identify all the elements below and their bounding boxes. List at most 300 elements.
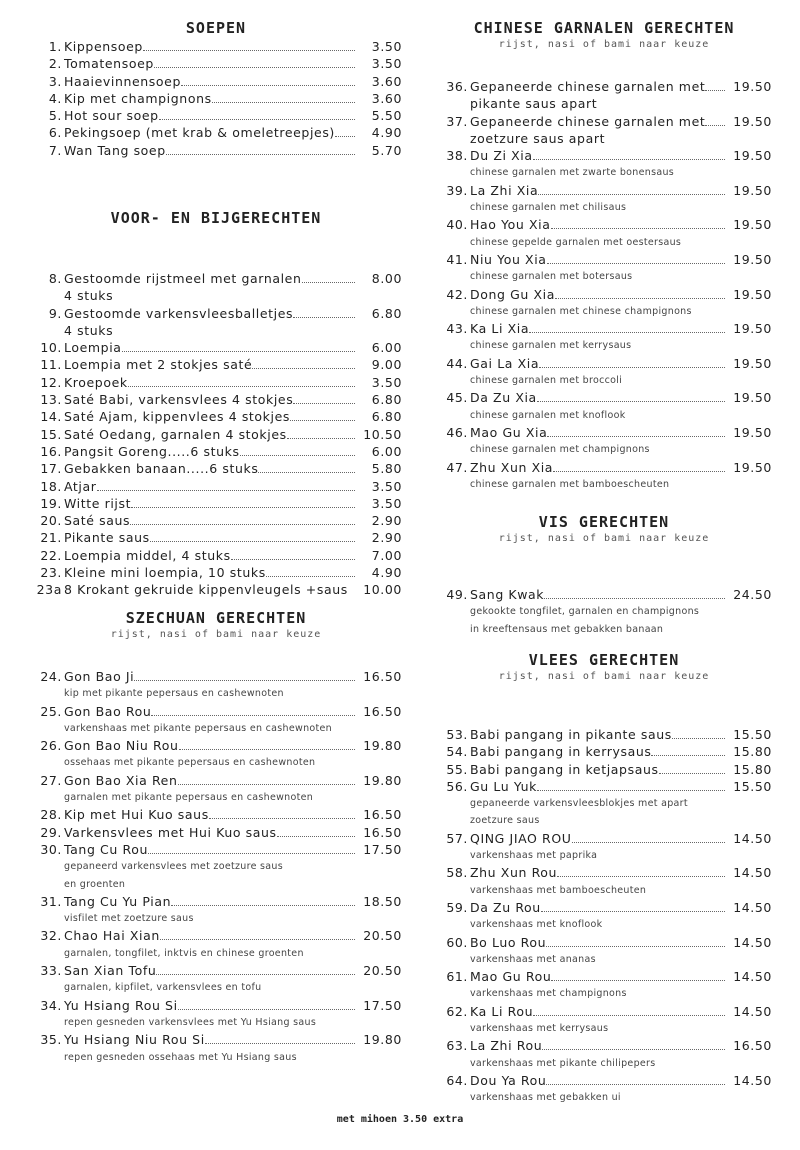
menu-item-line <box>436 459 772 476</box>
menu-item <box>30 927 402 962</box>
item-price: 19.80 <box>363 772 402 788</box>
menu-item-line <box>30 997 402 1014</box>
item-price: 19.50 <box>733 424 772 440</box>
dot-leader <box>546 1084 725 1085</box>
item-number: 57. <box>446 830 468 846</box>
item-price: 14.50 <box>733 865 772 881</box>
item-name-continued: 4 stuks <box>64 322 114 338</box>
menu-item-list <box>30 38 402 159</box>
menu-item <box>436 726 772 743</box>
item-name: Witte rijst <box>64 495 132 511</box>
item-name: Gestoomde varkensvleesballetjes <box>64 305 294 321</box>
dot-leader <box>258 472 355 473</box>
menu-item-line <box>30 270 402 287</box>
item-name: 8 Krokant gekruide kippenvleugels +saus <box>64 582 348 598</box>
item-price: 3.60 <box>371 73 402 89</box>
menu-item <box>30 547 402 564</box>
section-subtitle: rijst, nasi of bami naar keuze <box>110 629 322 640</box>
footer-note: met mihoen 3.50 extra <box>336 1114 464 1125</box>
menu-item-line <box>436 968 772 985</box>
dot-leader <box>148 853 355 854</box>
menu-item-line <box>436 743 772 760</box>
menu-item <box>30 668 402 703</box>
item-description: chinese garnalen met champignons <box>470 444 650 456</box>
section-title: SZECHUAN GERECHTEN <box>125 609 307 627</box>
item-description: chinese garnalen met knoflook <box>470 409 626 421</box>
menu-item <box>30 841 402 893</box>
menu-item <box>30 460 402 477</box>
item-name: Mao Gu Rou <box>470 969 552 985</box>
menu-item <box>30 38 402 55</box>
item-description: chinese garnalen met chinese champignons <box>470 305 692 317</box>
item-price: 3.50 <box>371 39 402 54</box>
section-title: SOEPEN <box>185 19 247 37</box>
dot-leader <box>539 367 725 368</box>
menu-item <box>436 830 772 865</box>
dot-leader <box>651 755 725 756</box>
menu-item <box>436 1003 772 1038</box>
menu-item-line <box>436 761 772 778</box>
item-number: 36. <box>446 79 468 94</box>
menu-item <box>30 391 402 408</box>
item-description-continued: zoetzure saus <box>470 815 540 827</box>
menu-item <box>30 1031 402 1066</box>
item-name: Pekingsoep (met krab & omeletreepjes) <box>64 125 335 141</box>
item-description: varkenshaas met paprika <box>470 850 598 862</box>
item-number: 31. <box>40 893 62 909</box>
dot-leader <box>212 102 355 103</box>
menu-item <box>436 586 772 638</box>
dot-leader <box>178 1009 355 1010</box>
item-number: 19. <box>40 495 62 511</box>
item-number: 5. <box>48 108 62 124</box>
menu-item <box>30 90 402 107</box>
item-number: 43. <box>446 321 468 337</box>
dot-leader <box>555 298 725 299</box>
item-name: Niu You Xia <box>470 251 547 267</box>
dot-leader <box>128 386 355 387</box>
menu-item-line <box>30 107 402 124</box>
menu-item <box>30 806 402 823</box>
item-name: Saté Ajam, kippenvlees 4 stokjes <box>64 409 290 425</box>
menu-item <box>30 962 402 997</box>
menu-item-line <box>30 564 402 581</box>
item-price: 19.50 <box>733 355 772 371</box>
item-price: 19.50 <box>733 251 772 267</box>
menu-item-line <box>436 1003 772 1020</box>
menu-item <box>436 899 772 934</box>
menu-item-line <box>436 251 772 268</box>
section-title: CHINESE GARNALEN GERECHTEN <box>473 19 735 37</box>
item-number: 59. <box>446 899 468 915</box>
item-name: Kleine mini loempia, 10 stuks <box>64 565 266 581</box>
item-price: 16.50 <box>363 807 402 823</box>
item-price: 4.90 <box>371 565 402 581</box>
item-name-continued: zoetzure saus apart <box>470 130 606 146</box>
item-name: Loempia middel, 4 stuks <box>64 547 231 563</box>
item-name: Yu Hsiang Rou Si <box>64 997 178 1013</box>
menu-item <box>30 408 402 425</box>
menu-item-line <box>436 864 772 881</box>
menu-item-line <box>30 478 402 495</box>
item-name: Kroepoek <box>64 374 128 390</box>
menu-item-line <box>30 737 402 754</box>
item-description: varkenshaas met ananas <box>470 953 596 965</box>
dot-leader <box>143 50 355 51</box>
menu-item-line <box>30 703 402 720</box>
dot-leader <box>266 576 355 577</box>
item-name: Mao Gu Xia <box>470 424 548 440</box>
menu-item-line <box>30 806 402 823</box>
item-number: 53. <box>446 727 468 742</box>
item-price: 6.00 <box>371 340 402 356</box>
menu-item-line <box>436 389 772 406</box>
dot-leader <box>533 159 725 160</box>
menu-item <box>30 55 402 72</box>
item-name: Varkensvlees met Hui Kuo saus <box>64 824 277 840</box>
menu-item <box>30 703 402 738</box>
item-description: varkenshaas met pikante pepersaus en cashewnoten <box>64 722 332 734</box>
menu-item-line <box>30 824 402 841</box>
item-name: Gu Lu Yuk <box>470 778 537 794</box>
item-number: 11. <box>40 357 62 373</box>
menu-item <box>30 737 402 772</box>
dot-leader <box>705 90 725 91</box>
item-number: 45. <box>446 390 468 406</box>
item-price: 19.50 <box>733 217 772 233</box>
menu-item-line <box>436 1072 772 1089</box>
menu-item <box>30 997 402 1032</box>
item-number: 23. <box>40 565 62 581</box>
item-description: ossehaas met pikante pepersaus en cashewnoten <box>64 757 316 769</box>
item-description: varkenshaas met bamboescheuten <box>470 884 647 896</box>
dot-leader <box>557 876 725 877</box>
menu-item <box>436 1072 772 1107</box>
item-price: 3.50 <box>371 495 402 511</box>
menu-item <box>436 251 772 286</box>
item-name: Gebakken banaan.....6 stuks <box>64 461 259 477</box>
item-price: 15.50 <box>733 778 772 794</box>
menu-item <box>30 124 402 141</box>
item-number: 13. <box>40 392 62 408</box>
dot-leader <box>537 790 725 791</box>
item-number: 16. <box>40 443 62 459</box>
item-description: garnalen, tongfilet, inktvis en chinese groenten <box>64 947 304 959</box>
menu-item <box>30 893 402 928</box>
item-number: 33. <box>40 963 62 979</box>
item-price: 14.50 <box>733 1072 772 1088</box>
item-price: 6.80 <box>371 305 402 321</box>
menu-item <box>30 305 402 340</box>
dot-leader <box>166 154 355 155</box>
item-number: 12. <box>40 374 62 390</box>
item-name: Gestoomde rijstmeel met garnalen <box>64 271 302 286</box>
item-number: 64. <box>446 1072 468 1088</box>
dot-leader <box>293 317 355 318</box>
menu-item-list <box>436 78 772 493</box>
item-name: Atjar <box>64 478 97 494</box>
item-number: 3. <box>48 73 62 89</box>
menu-item <box>30 478 402 495</box>
dot-leader <box>290 420 355 421</box>
menu-item-line <box>30 374 402 391</box>
menu-item <box>436 864 772 899</box>
dot-leader <box>205 1043 355 1044</box>
item-price: 5.50 <box>371 108 402 124</box>
item-description: varkenshaas met gebakken ui <box>470 1092 621 1104</box>
item-description: kip met pikante pepersaus en cashewnoten <box>64 688 284 700</box>
item-number: 27. <box>40 772 62 788</box>
menu-item-line <box>436 726 772 743</box>
item-name: Gepaneerde chinese garnalen met <box>470 79 706 94</box>
menu-item <box>436 389 772 424</box>
item-description: chinese garnalen met botersaus <box>470 271 633 283</box>
menu-item <box>436 424 772 459</box>
menu-item-line <box>30 391 402 408</box>
section-title: VOOR- EN BIJGERECHTEN <box>110 209 322 227</box>
item-price: 24.50 <box>733 587 772 602</box>
item-price: 15.80 <box>733 744 772 760</box>
menu-item-list <box>436 586 772 638</box>
dot-leader <box>154 67 355 68</box>
menu-item-line <box>30 772 402 789</box>
menu-item <box>436 761 772 778</box>
menu-item-line <box>30 90 402 107</box>
item-name: Tang Cu Rou <box>64 841 148 857</box>
menu-item-line <box>30 73 402 90</box>
dot-leader <box>335 136 355 137</box>
item-price: 19.50 <box>733 113 772 129</box>
item-price: 17.50 <box>363 841 402 857</box>
menu-item-line <box>30 529 402 546</box>
item-number: 40. <box>446 217 468 233</box>
dot-leader <box>209 818 355 819</box>
item-number: 9. <box>48 305 62 321</box>
item-price: 10.00 <box>363 582 402 598</box>
item-number: 15. <box>40 426 62 442</box>
item-price: 5.80 <box>371 461 402 477</box>
item-price: 3.50 <box>371 56 402 72</box>
item-name: Babi pangang in pikante saus <box>470 727 672 742</box>
dot-leader <box>179 749 356 750</box>
item-description: varkenshaas met pikante chilipepers <box>470 1057 656 1069</box>
item-number: 62. <box>446 1003 468 1019</box>
item-price: 19.50 <box>733 286 772 302</box>
item-price: 16.50 <box>363 669 402 684</box>
item-name: Pikante saus <box>64 530 150 546</box>
item-number: 41. <box>446 251 468 267</box>
menu-item-list <box>30 270 402 599</box>
item-number: 49. <box>446 587 468 602</box>
dot-leader <box>160 939 355 940</box>
item-price: 20.50 <box>363 928 402 944</box>
item-number: 55. <box>446 761 468 777</box>
menu-item-line <box>436 424 772 441</box>
item-name: Gon Bao Niu Rou <box>64 738 179 754</box>
item-name: Saté saus <box>64 513 131 529</box>
item-name: Babi pangang in ketjapsaus <box>470 761 659 777</box>
item-number: 42. <box>446 286 468 302</box>
item-name: Gon Bao Ji <box>64 669 135 684</box>
menu-item <box>436 743 772 760</box>
item-number: 1. <box>48 39 62 54</box>
item-name: Ka Li Rou <box>470 1003 534 1019</box>
menu-item <box>436 147 772 182</box>
dot-leader <box>134 680 355 681</box>
menu-item <box>30 443 402 460</box>
item-price: 19.50 <box>733 321 772 337</box>
item-name: Dong Gu Xia <box>470 286 555 302</box>
item-number: 6. <box>48 125 62 141</box>
item-number: 29. <box>40 824 62 840</box>
item-name: Bo Luo Rou <box>470 934 547 950</box>
menu-item <box>30 581 402 598</box>
item-number: 25. <box>40 703 62 719</box>
item-name: Saté Babi, varkensvlees 4 stokjes <box>64 392 294 408</box>
menu-item <box>436 286 772 321</box>
menu-item-line <box>30 927 402 944</box>
menu-item-line <box>30 356 402 373</box>
item-name: San Xian Tofu <box>64 963 157 979</box>
item-number: 60. <box>446 934 468 950</box>
dot-leader <box>553 471 725 472</box>
menu-item <box>30 107 402 124</box>
menu-section <box>436 18 772 493</box>
item-price: 20.50 <box>363 963 402 979</box>
dot-leader <box>287 438 355 439</box>
menu-item-line <box>436 1037 772 1054</box>
item-price: 7.00 <box>371 547 402 563</box>
item-number: 46. <box>446 424 468 440</box>
dot-leader <box>529 332 725 333</box>
item-name: Saté Oedang, garnalen 4 stokjes <box>64 426 287 442</box>
menu-item-line <box>30 962 402 979</box>
menu-item-line <box>30 512 402 529</box>
item-description: visfilet met zoetzure saus <box>64 913 194 925</box>
dot-leader <box>97 490 355 491</box>
item-price: 15.50 <box>733 727 772 742</box>
item-description: varkenshaas met champignons <box>470 988 627 1000</box>
item-description: gepaneerd varkensvlees met zoetzure saus <box>64 861 283 873</box>
dot-leader <box>672 738 725 739</box>
dot-leader <box>541 911 725 912</box>
menu-section <box>30 208 402 599</box>
item-price: 19.50 <box>733 182 772 198</box>
item-price: 2.90 <box>371 530 402 546</box>
item-number: 30. <box>40 841 62 857</box>
item-description: gekookte tongfilet, garnalen en champignons <box>470 606 700 618</box>
item-name: Loempia met 2 stokjes saté <box>64 357 253 373</box>
item-number: 63. <box>446 1038 468 1054</box>
menu-item-line <box>30 38 402 55</box>
menu-item <box>436 320 772 355</box>
dot-leader <box>277 836 355 837</box>
item-number: 35. <box>40 1032 62 1048</box>
dot-leader <box>544 598 725 599</box>
item-price: 10.50 <box>363 426 402 442</box>
item-number: 14. <box>40 409 62 425</box>
dot-leader <box>533 1015 725 1016</box>
menu-item-line <box>30 581 402 598</box>
item-name-continued: 4 stuks <box>64 288 114 304</box>
menu-item <box>30 374 402 391</box>
item-name: Hot sour soep <box>64 108 159 124</box>
item-number: 4. <box>48 90 62 106</box>
item-name: Gepaneerde chinese garnalen met <box>470 113 706 129</box>
item-name: Zhu Xun Xia <box>470 459 554 475</box>
item-description: chinese gepelde garnalen met oestersaus <box>470 236 682 248</box>
item-number: 18. <box>40 478 62 494</box>
item-name: Kippensoep <box>64 39 143 54</box>
menu-item <box>436 182 772 217</box>
item-price: 5.70 <box>371 142 402 158</box>
menu-item <box>436 968 772 1003</box>
item-price: 17.50 <box>363 997 402 1013</box>
menu-item <box>30 824 402 841</box>
menu-item <box>30 512 402 529</box>
menu-item-list <box>30 668 402 1066</box>
item-price: 19.80 <box>363 1032 402 1048</box>
menu-item <box>436 113 772 148</box>
dot-leader <box>572 842 725 843</box>
item-price: 16.50 <box>363 824 402 840</box>
item-number: 34. <box>40 997 62 1013</box>
item-description: chinese garnalen met kerrysaus <box>470 340 632 352</box>
menu-item <box>30 495 402 512</box>
dot-leader <box>122 351 355 352</box>
item-number: 26. <box>40 738 62 754</box>
section-subtitle: rijst, nasi of bami naar keuze <box>498 39 710 50</box>
menu-item-line <box>436 899 772 916</box>
menu-item-line <box>436 216 772 233</box>
item-description: chinese garnalen met bamboescheuten <box>470 478 670 490</box>
menu-item-line <box>30 426 402 443</box>
item-name: Tomatensoep <box>64 56 154 72</box>
menu-item <box>436 778 772 830</box>
dot-leader <box>547 436 725 437</box>
menu-item-line <box>30 668 402 685</box>
dot-leader <box>293 403 355 404</box>
dot-leader <box>159 119 355 120</box>
menu-item-line <box>436 182 772 199</box>
menu-item-line <box>436 147 772 164</box>
item-number: 17. <box>40 461 62 477</box>
menu-item-line <box>436 286 772 303</box>
item-name: Babi pangang in kerrysaus <box>470 744 652 760</box>
item-price: 19.50 <box>733 390 772 406</box>
menu-item <box>30 426 402 443</box>
menu-item <box>30 564 402 581</box>
item-number: 2. <box>48 56 62 72</box>
dot-leader <box>546 946 725 947</box>
menu-item <box>436 459 772 494</box>
item-price: 19.80 <box>363 738 402 754</box>
item-description: garnalen met pikante pepersaus en cashewnoten <box>64 792 314 804</box>
menu-item-line <box>436 586 772 603</box>
menu-item-line <box>436 830 772 847</box>
item-name: Dou Ya Rou <box>470 1072 547 1088</box>
item-name: La Zhi Rou <box>470 1038 543 1054</box>
section-subtitle: rijst, nasi of bami naar keuze <box>498 671 710 682</box>
item-price: 6.00 <box>371 443 402 459</box>
menu-item-line <box>436 320 772 337</box>
item-price: 14.50 <box>733 830 772 846</box>
menu-section <box>30 608 402 1066</box>
item-number: 39. <box>446 182 468 198</box>
item-description-continued: en groenten <box>64 878 126 890</box>
item-name: Hao You Xia <box>470 217 551 233</box>
item-price: 3.50 <box>371 374 402 390</box>
